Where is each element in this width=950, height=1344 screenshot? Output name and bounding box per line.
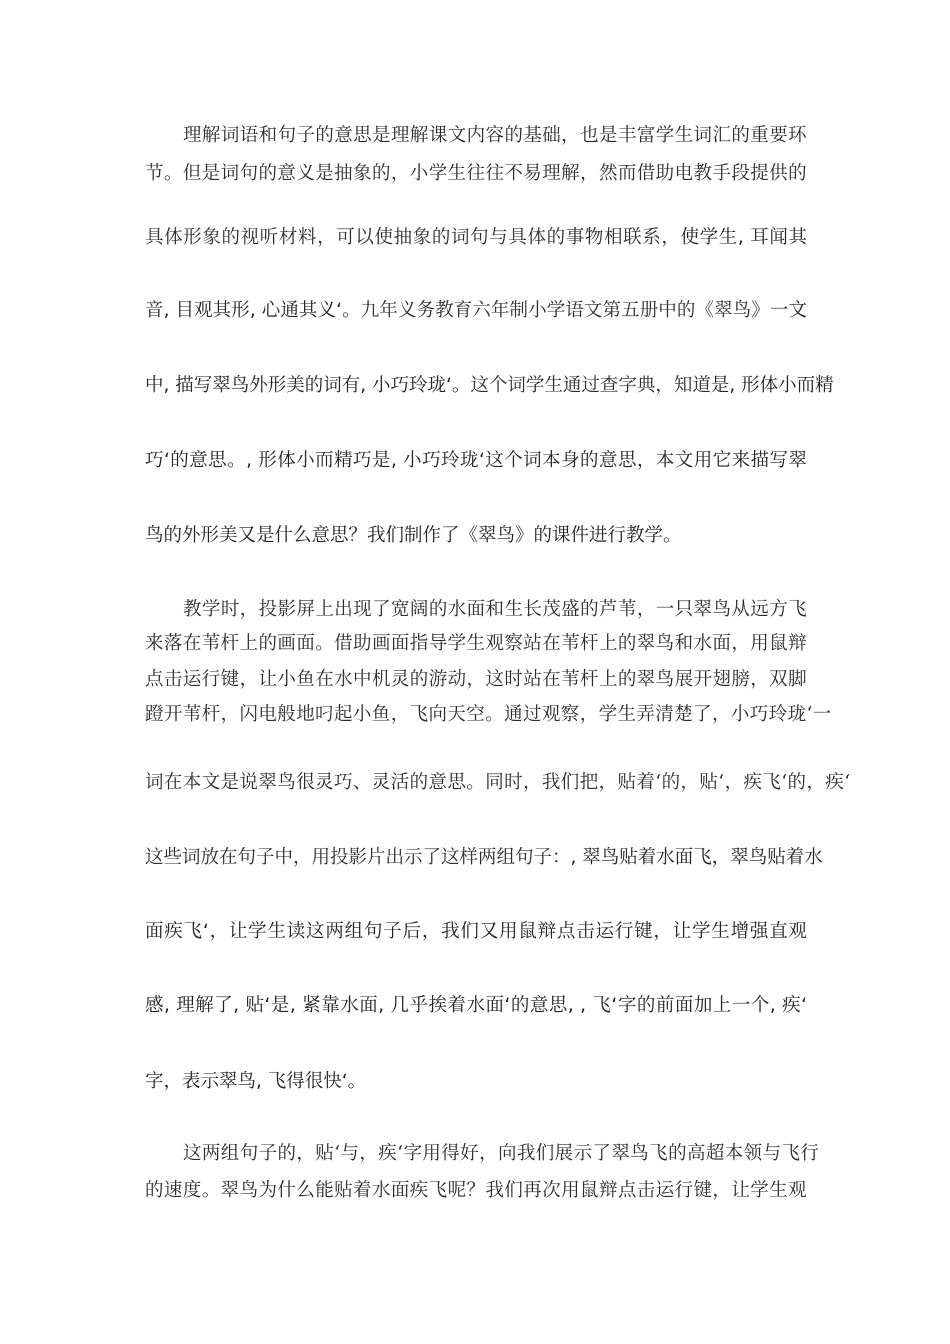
paragraph-2-line-1: 教学时，投影屏上出现了宽阔的水面和生长茂盛的芦苇，一只翠鸟从远方飞: [183, 599, 807, 620]
line-text-serif: 具体形象的视听材料，可以使抽象的词句与具体的事物相联系，: [145, 227, 681, 248]
line-text-sans: 音, 目观其形, 心通其义‘。: [145, 300, 361, 321]
paragraph-2-line-6: [145, 843, 823, 873]
paragraph-2-line-2: 来落在苇杆上的画面。借助画面指导学生观察站在苇杆上的翠鸟和水面，用鼠辩: [145, 633, 807, 654]
paragraph-1-line-4: [145, 296, 807, 326]
line-text-sans-2: 》一文: [751, 300, 807, 321]
paragraph-1-line-2: 节。但是词句的意义是抽象的，小学生往往不易理解，然而借助电教手段提供的: [145, 163, 807, 184]
paragraph-2-line-5: 词在本文是说翠鸟很灵巧、灵活的意思。同时，我们把，贴着‘的，贴‘，疾飞‘的，疾‘: [145, 772, 851, 793]
line-text-sans: , 翠鸟贴着水面飞，翠鸟贴着水: [570, 847, 823, 868]
paragraph-1-line-7: 鸟的外形美又是什么意思？我们制作了《翠鸟》的课件进行教学。: [145, 525, 682, 546]
line-text-serif: 这些词放在句子中，用投影片出示了这样两组句子：: [145, 847, 571, 868]
line-text-sans-2: 是, 形体小而精: [710, 375, 834, 396]
paragraph-2-line-4: 蹬开苇杆，闪电般地叼起小鱼，飞向天空。通过观察，学生弄清楚了，小巧玲珑‘一: [145, 704, 832, 725]
paragraph-2-line-9: 字，表示翠鸟, 飞得很快‘。: [145, 1071, 367, 1092]
paragraph-3-line-1: 这两组句子的，贴‘与，疾‘字用得好，向我们展示了翠鸟飞的高超本领与飞行: [183, 1143, 820, 1164]
paragraph-1-line-1: 理解词语和句子的意思是理解课文内容的基础，也是丰富学生词汇的重要环: [183, 125, 807, 146]
paragraph-1-line-3: [145, 223, 807, 253]
line-text-serif: 九年义务教育六年制小学语文第五册中的《翠鸟: [360, 300, 752, 321]
paragraph-2-line-8: 感, 理解了, 贴‘是, 紧靠水面, 几乎挨着水面‘的意思, , 飞‘字的前面加上一个, 疾‘: [145, 995, 807, 1016]
line-text-sans: 中, 描写翠鸟外形美的词有, 小巧玲珑‘: [145, 375, 452, 396]
paragraph-1-line-6: 巧‘的意思。, 形体小而精巧是, 小巧玲珑‘这个词本身的意思，本文用它来描写翠: [145, 450, 807, 471]
paragraph-2-line-7: 面疾飞‘，让学生读这两组句子后，我们又用鼠辩点击运行键，让学生增强直观: [145, 921, 807, 942]
line-text-serif: 。这个词学生通过查字典，知道: [451, 375, 711, 396]
paragraph-2-line-3: 点击运行键，让小鱼在水中机灵的游动，这时站在苇杆上的翠鸟展开翅膀，双脚: [145, 669, 807, 690]
paragraph-1-line-5: [145, 371, 834, 401]
paragraph-3-line-2: 的速度。翠鸟为什么能贴着水面疾飞呢？我们再次用鼠辩点击运行键，让学生观: [145, 1180, 807, 1201]
line-text-sans: 使学生, 耳闻其: [680, 227, 807, 248]
